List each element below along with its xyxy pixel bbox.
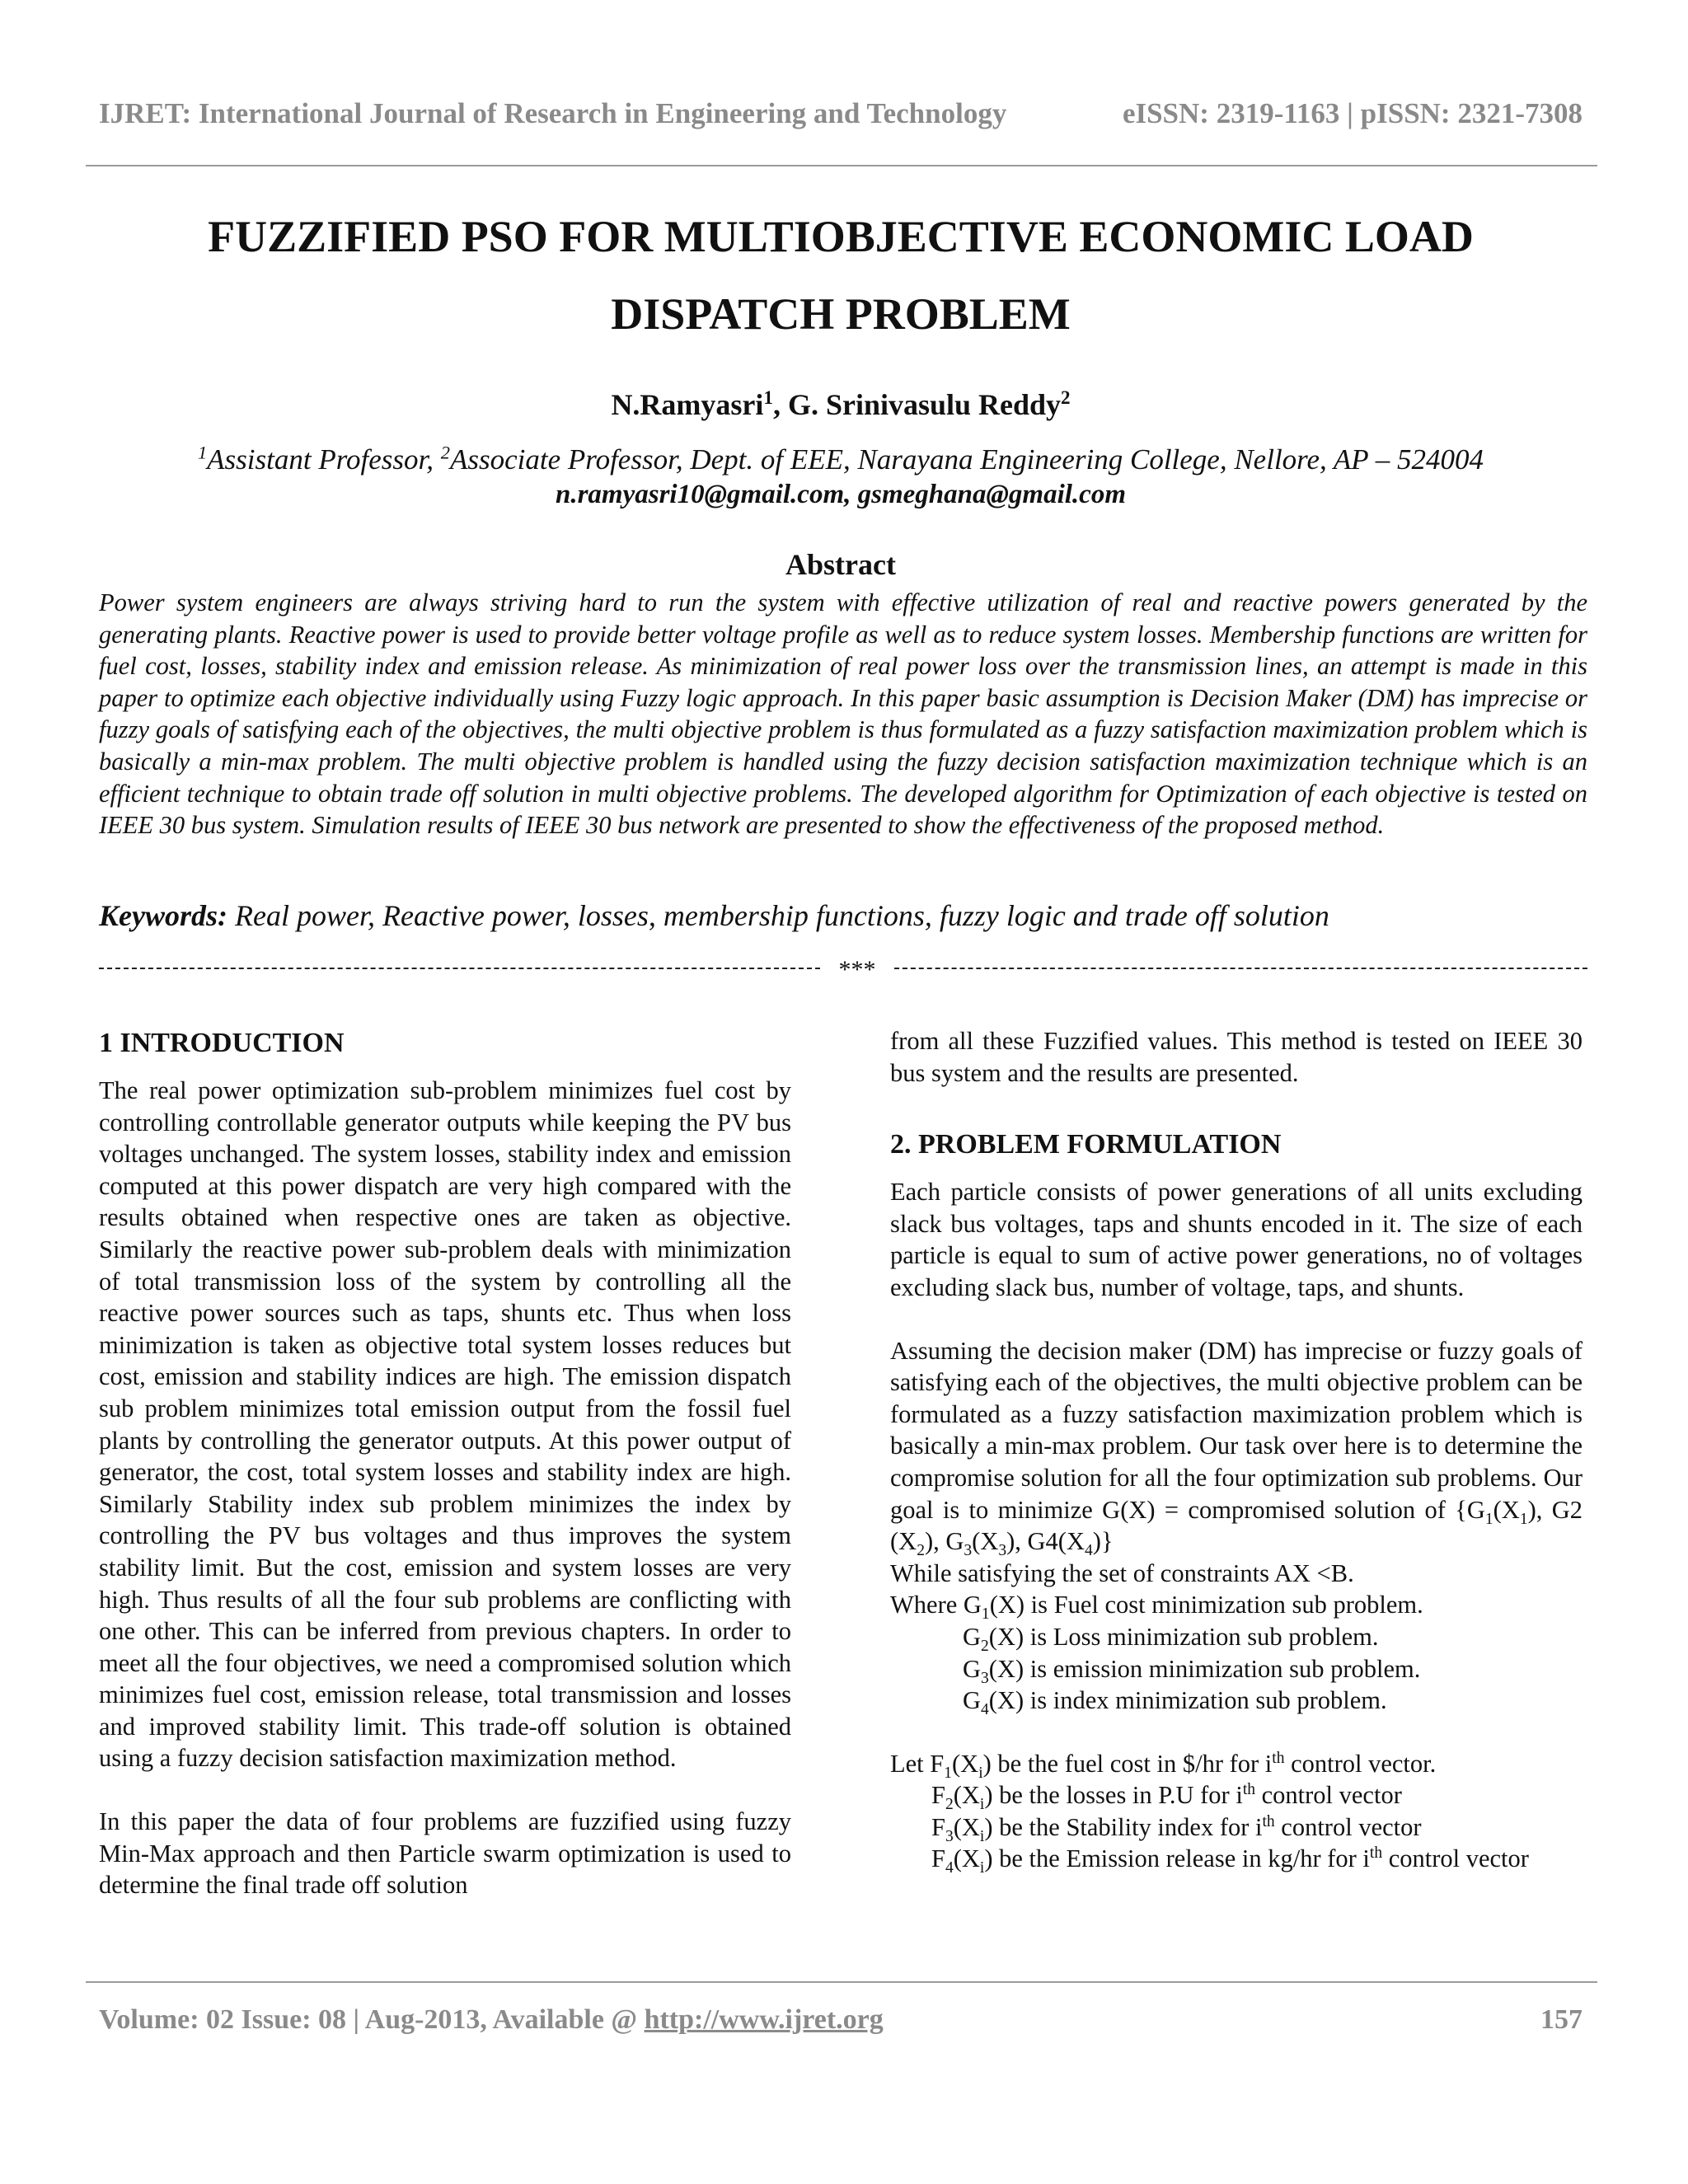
intro-paragraph-3: from all these Fuzzified values. This method is tested on IEEE 30 bus system and the results are presented. bbox=[890, 1027, 1582, 1087]
constraint-line: While satisfying the set of constraints AX <B. bbox=[890, 1558, 1354, 1587]
intro-paragraph-2: In this paper the data of four problems are fuzzified using fuzzy Min-Max approach and then Particle swarm optimization is used to determine the final trade off solution bbox=[99, 1807, 791, 1900]
keywords-label: Keywords: bbox=[99, 899, 227, 932]
affiliation bbox=[99, 442, 1582, 478]
function-f2: $F_2(X_i)$ be the losses in P.U for $i^{th}$ control vector bbox=[931, 1781, 1402, 1814]
author-1: N.Ramyasri bbox=[611, 388, 764, 421]
author-1-marker: 1 bbox=[763, 387, 773, 408]
footer-volume: Volume: 02 Issue: 08 | Aug-2013, Available @ bbox=[99, 2004, 645, 2035]
objective-g4: $G_4(X)$ is index minimization sub problem. bbox=[963, 1686, 1387, 1719]
affil-marker-2: 2 bbox=[440, 442, 450, 463]
journal-name: IJRET: International Journal of Research in Engineering and Technology bbox=[99, 97, 1007, 129]
running-header bbox=[99, 97, 1582, 130]
author-2-marker: 2 bbox=[1061, 387, 1071, 408]
function-f3: $F_3(X_i)$ be the Stability index for $i^{th}$ control vector bbox=[931, 1812, 1422, 1845]
left-column bbox=[99, 1025, 791, 1901]
abstract-heading: Abstract bbox=[785, 548, 896, 581]
formulation-paragraph-1: Each particle consists of power generations of all units excluding slack bus voltages, taps and shunts encoded in it. The size of each particle is equal to sum of active power generations, no of voltages excluding slack bus, number of voltage, taps, and shunts. bbox=[890, 1178, 1582, 1301]
section-1-heading: 1 INTRODUCTION bbox=[99, 1028, 345, 1058]
right-column bbox=[890, 1025, 1582, 1875]
affil-text-1: Assistant Professor, bbox=[207, 443, 441, 476]
formulation-paragraph-2: Assuming the decision maker (DM) has imprecise or fuzzy goals of satisfying each of the objectives, the multi objective problem can be formulated as a fuzzy satisfaction maximization problem which is basically a min-max problem. Our task over here is to determine the compromise solution for all the four optimization sub problems. Our goal is to minimize G(X) = compromised solution of {$G_1(X_1)$, G2 $(X_2)$, $G_3(X_3)$, $G4(X_4)$} bbox=[890, 1336, 1583, 1560]
author-2: , G. Srinivasulu Reddy bbox=[772, 388, 1062, 421]
author-list bbox=[99, 387, 1582, 422]
function-f1: Let $F_1(X_i)$ be the fuel cost in $/hr for $i^{th}$ control vector. bbox=[890, 1749, 1437, 1782]
author-emails: n.ramyasri10@gmail.com, gsmeghana@gmail.com bbox=[555, 480, 1127, 509]
separator-stars: *** bbox=[838, 956, 876, 983]
affil-text-2: Associate Professor, Dept. of EEE, Narayana Engineering College, Nellore, AP – 524004 bbox=[449, 443, 1484, 476]
keywords-text: Real power, Reactive power, losses, membership functions, fuzzy logic and trade off solution bbox=[227, 899, 1329, 932]
separator-dashes-right bbox=[894, 968, 1587, 969]
objective-g2: $G_2(X)$ is Loss minimization sub problem. bbox=[963, 1622, 1379, 1655]
journal-issn: eISSN: 2319-1163 | pISSN: 2321-7308 bbox=[1122, 97, 1582, 129]
function-f4: $F_4(X_i)$ be the Emission release in kg/hr for $i^{th}$ control vector bbox=[931, 1844, 1529, 1877]
section-2-heading: 2. PROBLEM FORMULATION bbox=[890, 1129, 1282, 1160]
objective-g3: $G_3(X)$ is emission minimization sub problem. bbox=[963, 1654, 1421, 1687]
objective-g1: Where $G_1(X)$ is Fuel cost minimization sub problem. bbox=[890, 1591, 1423, 1624]
section-separator bbox=[99, 956, 1587, 983]
journal-url-link[interactable]: http://www.ijret.org bbox=[644, 2004, 884, 2035]
paper-title bbox=[99, 198, 1582, 353]
running-footer bbox=[99, 2004, 1582, 2036]
separator-dashes-left bbox=[99, 968, 820, 969]
intro-paragraph-1: The real power optimization sub-problem minimizes fuel cost by controlling controllable generator outputs while keeping the PV bus voltages unchanged. The system losses, stability index and emission computed at this power dispatch are very high compared with the results obtained when respective ones are taken as objective. Similarly the reactive power sub-problem deals with minimization of total transmission loss of the system by controlling all the reactive power sources such as taps, shunts etc. Thus when loss minimization is taken as objective total system losses reduces but cost, emission and stability indices are high. The emission dispatch sub problem minimizes total emission output from the fossil fuel plants by controlling the generator outputs. At this power output of generator, the cost, total system losses and stability index are high. Similarly Stability index sub problem minimizes the index by controlling the PV bus voltages and thus improves the system stability limit. But the cost, emission and system losses are very high. Thus results of all the four sub problems are conflicting with one other. This can be inferred from previous chapters. In order to meet all the four objectives, we need a compromised solution which minimizes fuel cost, emission release, total transmission and losses and improved stability limit. This trade-off solution is obtained using a fuzzy decision satisfaction maximization method. bbox=[99, 1076, 791, 1773]
page-number: 157 bbox=[1540, 2004, 1582, 2035]
keywords bbox=[99, 898, 1587, 933]
affil-marker-1: 1 bbox=[197, 442, 208, 463]
header-rule bbox=[86, 165, 1597, 166]
title-line-2: DISPATCH PROBLEM bbox=[611, 289, 1071, 339]
title-line-1: FUZZIFIED PSO FOR MULTIOBJECTIVE ECONOMIC LOAD bbox=[208, 212, 1474, 261]
abstract-text: Power system engineers are always striving hard to run the system with effective utilization of real and reactive powers generated by the generating plants. Reactive power is used to provide better voltage profile as well as to reduce system losses. Membership functions are written for fuel cost, losses, stability index and emission release. As minimization of real power loss over the transmission lines, an attempt is made in this paper to optimize each objective individually using Fuzzy logic approach. In this paper basic assumption is Decision Maker (DM) has imprecise or fuzzy goals of satisfying each of the objectives, the multi objective problem is thus formulated as a fuzzy satisfaction maximization problem which is basically a min-max problem. The multi objective problem is handled using the fuzzy decision satisfaction maximization technique which is an efficient technique to obtain trade off solution in multi objective problems. The developed algorithm for Optimization of each objective is tested on IEEE 30 bus system. Simulation results of IEEE 30 bus network are presented to show the effectiveness of the proposed method. bbox=[99, 588, 1587, 840]
footer-rule bbox=[86, 1981, 1597, 1983]
